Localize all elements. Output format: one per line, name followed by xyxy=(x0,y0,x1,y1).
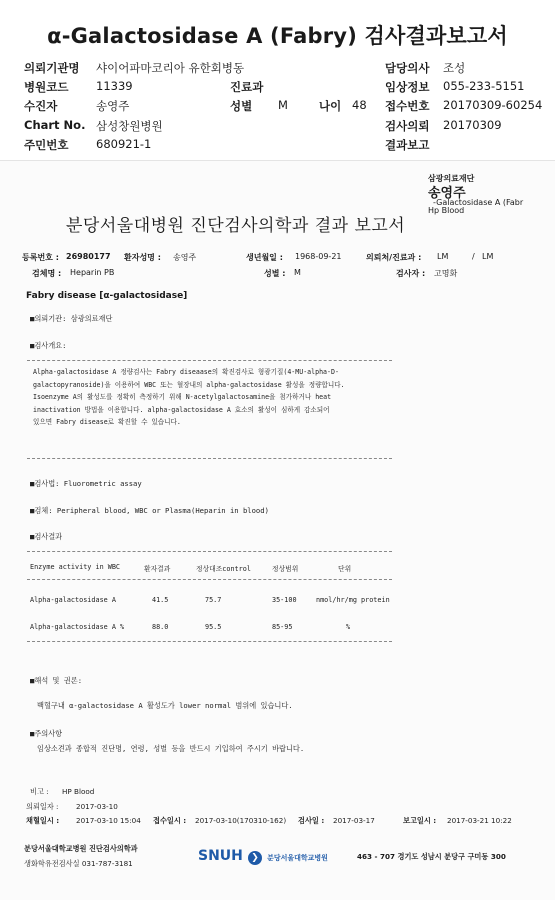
chart-no-value: 삼성창원병원 xyxy=(96,119,163,133)
remark-label: 비고 : xyxy=(30,787,49,796)
receipt-no-label: 접수번호 xyxy=(385,99,430,113)
notes-text: 임상소견과 종합적 진단명, 연령, 성별 등을 반드시 기입하여 주시기 바랍니다. xyxy=(37,744,305,753)
table-cell: 85-95 xyxy=(272,623,293,631)
specimen-label: 검체명 : xyxy=(32,269,62,278)
report-sex-label: 성별 : xyxy=(264,269,286,278)
table-cell: Alpha-galactosidase A xyxy=(30,596,116,604)
overview-line: Isoenzyme A의 활성도를 정확히 측정하기 위해 N-acetylgalactosamine을 첨가하거나 heat xyxy=(33,393,332,401)
table-cell: 88.0 xyxy=(152,623,169,631)
resident-no-value: 680921-1 xyxy=(96,137,152,151)
table-header: 정상대조control xyxy=(196,565,251,573)
report-date-label: 보고일시 : xyxy=(403,816,437,825)
resident-no-label: 주민번호 xyxy=(24,138,69,152)
table-cell: nmol/hr/mg protein xyxy=(316,596,390,604)
collect-value: 2017-03-10 15:04 xyxy=(76,816,141,825)
hospital-code-value: 11339 xyxy=(96,79,133,93)
tester-label: 검사자 : xyxy=(396,269,426,278)
notes-heading: ■주의사항 xyxy=(30,729,63,738)
snuh-logo-sub: 분당서울대학교병원 xyxy=(267,854,328,862)
table-header: 정상범위 xyxy=(272,565,299,573)
divider xyxy=(27,641,392,642)
test-request-label: 검사의뢰 xyxy=(385,119,430,133)
referral-dept-value: LM xyxy=(437,252,449,261)
age-value: 48 xyxy=(352,98,367,112)
clinical-info-value: 055-233-5151 xyxy=(443,79,525,93)
overview-line: Alpha-galactosidase A 정량검사는 Fabry diseaase의 확진검사로 형광기질(4-MU-alpha-D- xyxy=(33,368,339,376)
remark-value: HP Blood xyxy=(62,787,95,796)
patient-name-value: 송영주 xyxy=(173,253,197,262)
referral-dept-sep: / xyxy=(472,252,475,261)
scanned-report xyxy=(0,160,555,900)
requester-value: 샤이어파마코리아 유한회병동 xyxy=(96,61,245,75)
reg-no-label: 등록번호 : xyxy=(22,253,59,262)
patient-label: 수진자 xyxy=(24,99,58,113)
collect-label: 채혈일시 : xyxy=(26,816,60,825)
overview-line: galactopyranoside)을 이용하여 WBC 또는 혈장내의 alpha-galactosidase 활성을 정량합니다. xyxy=(33,380,345,389)
overview-text xyxy=(33,366,398,429)
hospital-address: 463 - 707 경기도 성남시 분당구 구미동 300 xyxy=(357,852,506,861)
report-date-value: 2017-03-21 10:22 xyxy=(447,816,512,825)
table-header: 환자결과 xyxy=(144,565,171,573)
dob-value: 1968-09-21 xyxy=(295,252,342,261)
patient-name-label: 환자성명 : xyxy=(124,253,161,262)
overview-line: 있으면 Fabry disease로 확진할 수 있습니다. xyxy=(33,418,181,426)
test-request-value: 20170309 xyxy=(443,118,502,132)
table-cell: Alpha-galactosidase A % xyxy=(30,623,125,631)
table-cell: % xyxy=(346,623,351,631)
footer-dept: 분당서울대학교병원 진단검사의학과 xyxy=(24,844,138,853)
method: ■검사법: Fluorometric assay xyxy=(30,479,142,488)
result-report-label: 결과보고 xyxy=(385,138,430,152)
divider xyxy=(27,579,392,580)
dob-label: 생년월일 : xyxy=(246,253,283,262)
table-header: 단위 xyxy=(338,565,352,573)
test-date-label: 검사일 : xyxy=(298,816,325,825)
requester-label: 의뢰기관명 xyxy=(24,61,80,75)
doctor-label: 담당의사 xyxy=(385,61,430,75)
stamp-name: 송영주 xyxy=(428,186,466,201)
divider xyxy=(27,458,392,459)
receipt-no-value: 20170309-60254 xyxy=(443,98,543,112)
snuh-logo-text: SNUH xyxy=(198,848,243,864)
patient-value: 송영주 xyxy=(96,99,130,113)
clinical-info-label: 임상정보 xyxy=(385,80,430,94)
overview-heading: ■검사개요: xyxy=(30,341,67,350)
sex-value: M xyxy=(278,98,288,112)
dept-label: 진료과 xyxy=(230,80,264,94)
sex-label: 성별 xyxy=(230,99,253,113)
table-cell: 95.5 xyxy=(205,623,222,631)
report-sex-value: M xyxy=(294,268,301,277)
receipt-label: 접수일시 : xyxy=(153,816,187,825)
interp-heading: ■해석 및 권론: xyxy=(30,676,83,685)
table-cell: 75.7 xyxy=(205,596,222,604)
report-title: α-Galactosidase A (Fabry) 검사결과보고서 xyxy=(47,24,508,48)
interp-text: 백혈구내 α-galactosidase A 활성도가 lower normal 범위에 있습니다. xyxy=(37,701,293,710)
lab-org: ■의뢰기관: 삼광의료재단 xyxy=(30,314,113,323)
specimen-value: Heparin PB xyxy=(70,268,115,277)
doctor-value: 조성 xyxy=(443,61,466,75)
hospital-code-label: 병원코드 xyxy=(24,80,69,94)
receipt-value: 2017-03-10(170310-162) xyxy=(195,816,287,825)
divider xyxy=(27,551,392,552)
table-cell: 35-100 xyxy=(272,596,297,604)
request-date-value: 2017-03-10 xyxy=(76,802,118,811)
footer-phone: 생화학유전검사실 031-787-3181 xyxy=(24,859,133,868)
chart-no-label: Chart No. xyxy=(24,118,86,132)
snuh-mark-icon: ❯ xyxy=(248,851,262,865)
divider xyxy=(27,360,392,361)
request-date-label: 의뢰일자 : xyxy=(26,802,59,811)
table-cell: 41.5 xyxy=(152,596,169,604)
stamp-org: 삼광의료재단 xyxy=(428,174,475,183)
referral-dept-value-2: LM xyxy=(482,252,494,261)
test-date-value: 2017-03-17 xyxy=(333,816,375,825)
referral-dept-label: 의뢰처/진료과 : xyxy=(366,253,422,262)
table-header: Enzyme activity in WBC xyxy=(30,563,121,571)
age-label: 나이 xyxy=(319,99,342,113)
stamp-line-2: Hp Blood xyxy=(428,206,465,215)
specimen-type: ■검체: Peripheral blood, WBC or Plasma(Heparin in blood) xyxy=(30,506,269,515)
tester-value: 고명화 xyxy=(434,269,458,278)
hospital-report-title: 분당서울대병원 진단검사의학과 결과 보고서 xyxy=(66,216,406,236)
overview-line: inactivation 방법을 이용합니다. alpha-galactosidase A 효소의 활성이 심하게 감소되어 xyxy=(33,405,330,414)
section-title: Fabry disease [α-galactosidase] xyxy=(26,291,188,301)
reg-no-value: 26980177 xyxy=(66,252,111,261)
snuh-logo xyxy=(198,845,328,865)
stamp-line-1: -Galactosidase A (Fabr xyxy=(433,198,524,207)
result-heading: ■검사결과 xyxy=(30,532,63,541)
